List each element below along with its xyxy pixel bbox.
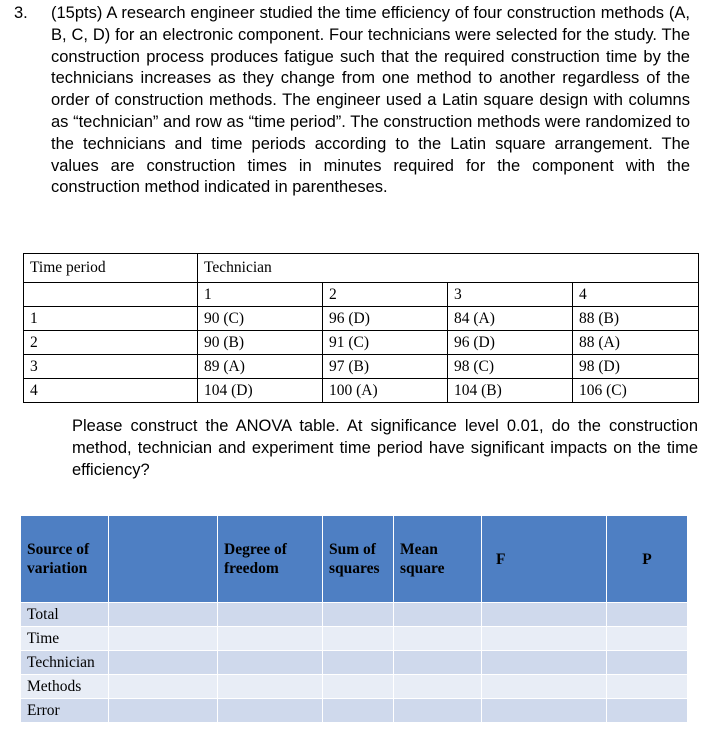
df-cell[interactable] <box>218 675 323 699</box>
source-header <box>21 516 109 603</box>
f-cell[interactable] <box>482 627 607 651</box>
ss-header-line1: Sum of <box>329 541 376 558</box>
data-cell: 97 (B) <box>323 355 448 379</box>
f-header <box>482 516 607 603</box>
data-cell: 104 (B) <box>448 379 573 403</box>
data-cell: 106 (C) <box>573 379 699 403</box>
f-header-label: F <box>496 550 506 568</box>
ss-cell[interactable] <box>323 699 394 723</box>
data-cell: 98 (D) <box>573 355 699 379</box>
question-number: 3. <box>14 4 28 22</box>
spacer-cell <box>109 675 218 699</box>
spacer-cell <box>109 699 218 723</box>
ss-header <box>323 516 394 603</box>
anova-row-label: Time <box>21 627 109 651</box>
table-row <box>24 355 699 379</box>
anova-row <box>21 603 688 627</box>
question-text: (15pts) A research engineer studied the time efficiency of four construction methods (A, B, C, D) for an electronic component. Four technicians were selected for the study. The construction process produces fatigue such that the required construction time by the technicians increases as they change from one method to another regardless of the order of construction methods. The engineer used a Latin square design with columns as “technician” and row as “time period”. The construction methods were randomized to the technicians and time periods according to the Latin square arrangement. The values are construction times in minutes required for the component with the construction method indicated in parentheses. <box>51 4 690 197</box>
data-cell: 96 (D) <box>323 307 448 331</box>
data-cell: 90 (C) <box>198 307 323 331</box>
anova-row <box>21 675 688 699</box>
df-header <box>218 516 323 603</box>
anova-row <box>21 627 688 651</box>
latin-square-table <box>23 253 699 403</box>
question-block <box>14 3 690 199</box>
empty-cell <box>24 283 198 307</box>
table-row <box>24 307 699 331</box>
technician-number: 3 <box>448 283 573 307</box>
df-cell[interactable] <box>218 603 323 627</box>
ms-cell[interactable] <box>394 699 482 723</box>
ms-header <box>394 516 482 603</box>
ss-cell[interactable] <box>323 651 394 675</box>
df-header-line1: Degree of <box>224 541 287 558</box>
ms-cell[interactable] <box>394 651 482 675</box>
anova-prompt: Please construct the ANOVA table. At significance level 0.01, do the construction method, technician and experiment time period have significant impacts on the time efficiency? <box>72 417 698 479</box>
df-cell[interactable] <box>218 651 323 675</box>
p-header-label: P <box>642 550 652 568</box>
p-cell[interactable] <box>607 627 688 651</box>
technician-header: Technician <box>198 254 699 283</box>
spacer-cell <box>109 627 218 651</box>
technician-number: 4 <box>573 283 699 307</box>
f-cell[interactable] <box>482 603 607 627</box>
time-period-cell: 3 <box>24 355 198 379</box>
p-cell[interactable] <box>607 603 688 627</box>
p-header <box>607 516 688 603</box>
ms-header-line2: square <box>400 560 445 577</box>
data-cell: 88 (A) <box>573 331 699 355</box>
ms-cell[interactable] <box>394 627 482 651</box>
p-cell[interactable] <box>607 651 688 675</box>
anova-row-label: Technician <box>21 651 109 675</box>
spacer-cell <box>109 603 218 627</box>
time-period-cell: 4 <box>24 379 198 403</box>
technician-number-row <box>24 283 699 307</box>
ss-header-line2: squares <box>329 560 380 577</box>
data-cell: 100 (A) <box>323 379 448 403</box>
data-cell: 88 (B) <box>573 307 699 331</box>
f-cell[interactable] <box>482 651 607 675</box>
data-cell: 96 (D) <box>448 331 573 355</box>
source-header-line2: variation <box>27 560 88 577</box>
df-cell[interactable] <box>218 627 323 651</box>
df-header-line2: freedom <box>224 560 279 577</box>
df-cell[interactable] <box>218 699 323 723</box>
data-cell: 90 (B) <box>198 331 323 355</box>
time-period-cell: 1 <box>24 307 198 331</box>
data-cell: 98 (C) <box>448 355 573 379</box>
ms-header-line1: Mean <box>400 541 438 558</box>
technician-number: 1 <box>198 283 323 307</box>
anova-row-label: Error <box>21 699 109 723</box>
ms-cell[interactable] <box>394 675 482 699</box>
anova-row-label: Methods <box>21 675 109 699</box>
ss-cell[interactable] <box>323 675 394 699</box>
table-header-row <box>24 254 699 283</box>
anova-row <box>21 651 688 675</box>
ss-cell[interactable] <box>323 603 394 627</box>
anova-row-label: Total <box>21 603 109 627</box>
p-cell[interactable] <box>607 699 688 723</box>
spacer-header <box>109 516 218 603</box>
ss-cell[interactable] <box>323 627 394 651</box>
data-cell: 91 (C) <box>323 331 448 355</box>
source-header-line1: Source of <box>27 541 90 558</box>
anova-table <box>20 515 688 723</box>
spacer-cell <box>109 651 218 675</box>
table-row <box>24 331 699 355</box>
time-period-header: Time period <box>24 254 198 283</box>
data-cell: 84 (A) <box>448 307 573 331</box>
data-cell: 104 (D) <box>198 379 323 403</box>
data-cell: 89 (A) <box>198 355 323 379</box>
f-cell[interactable] <box>482 699 607 723</box>
f-cell[interactable] <box>482 675 607 699</box>
table-row <box>24 379 699 403</box>
anova-header-row <box>21 516 688 603</box>
time-period-cell: 2 <box>24 331 198 355</box>
p-cell[interactable] <box>607 675 688 699</box>
ms-cell[interactable] <box>394 603 482 627</box>
technician-number: 2 <box>323 283 448 307</box>
anova-row <box>21 699 688 723</box>
